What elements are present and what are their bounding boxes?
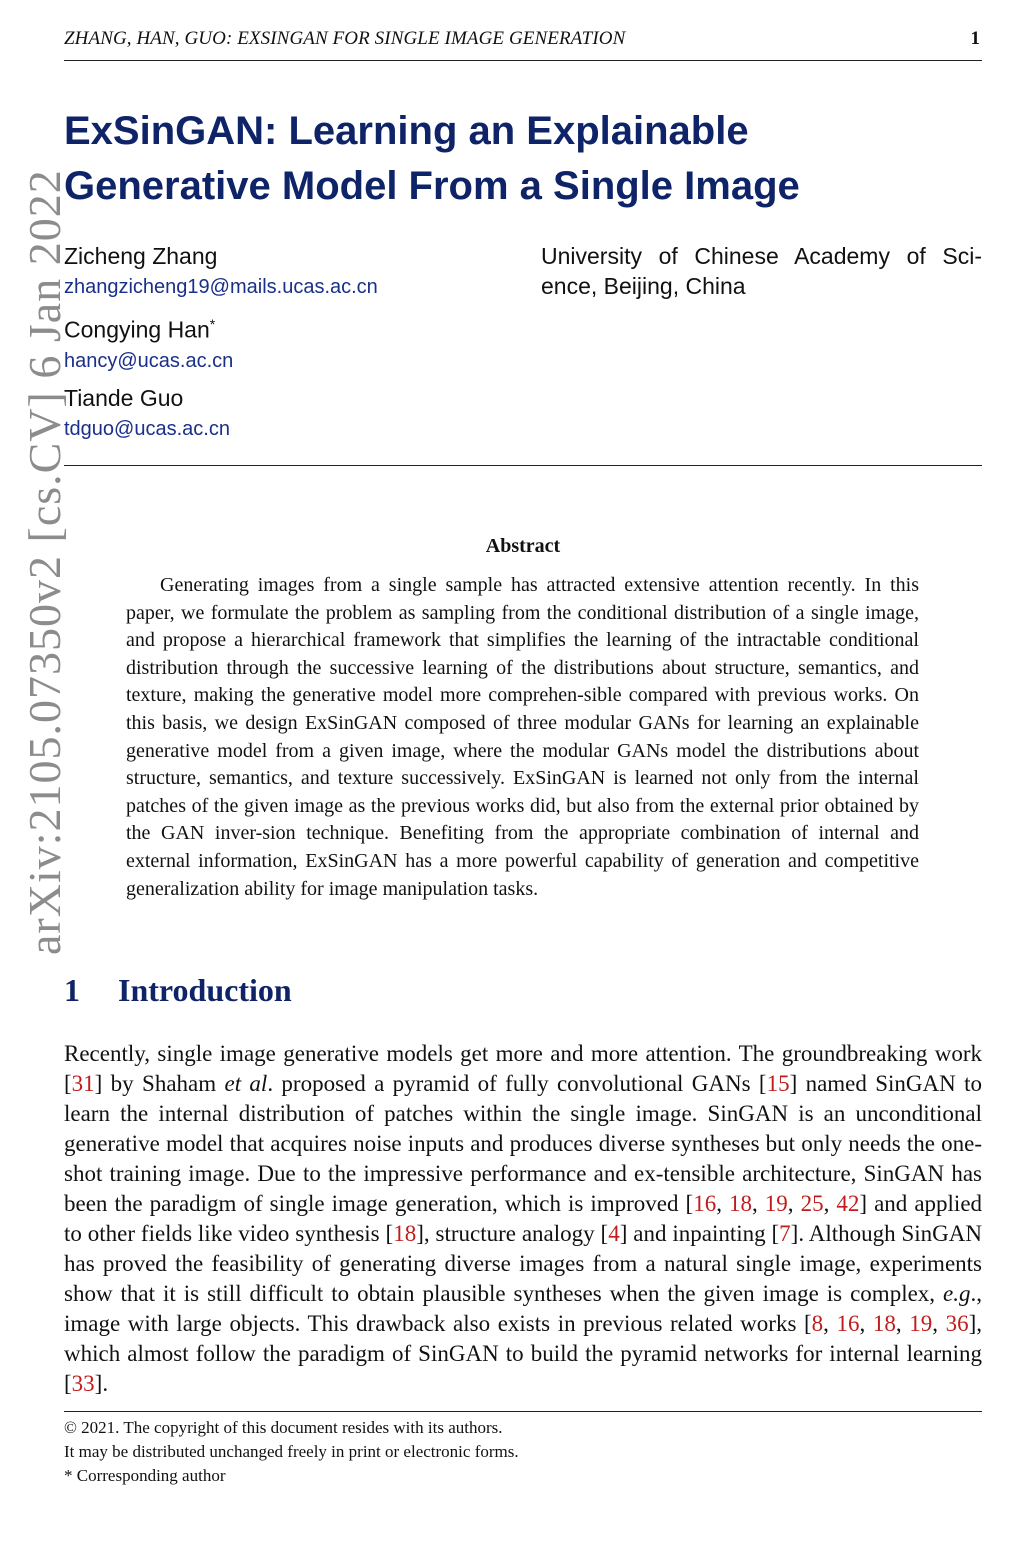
citation-link[interactable]: 33 <box>71 1371 95 1396</box>
section-heading <box>64 972 292 1009</box>
corresponding-author-note: * Corresponding author <box>64 1466 226 1485</box>
corresponding-marker: * <box>209 316 216 332</box>
author-email-link[interactable]: hancy@ucas.ac.cn <box>64 349 234 372</box>
citation-link[interactable]: 19 <box>909 1311 933 1336</box>
citation-link[interactable]: 31 <box>71 1071 95 1096</box>
affiliation: University of Chinese Academy of Sci-ence, Beijing, China <box>541 243 982 299</box>
author-name: Congying Han* <box>64 316 216 343</box>
running-title: ZHANG, HAN, GUO: EXSINGAN FOR SINGLE IMAGE GENERATION <box>64 28 626 49</box>
citation-link[interactable]: 16 <box>693 1191 717 1216</box>
author-email-link[interactable]: zhangzicheng19@mails.ucas.ac.cn <box>64 276 378 298</box>
citation-link[interactable]: 18 <box>872 1311 896 1336</box>
title-divider <box>64 465 982 466</box>
citation-link[interactable]: 19 <box>764 1191 788 1216</box>
distribution-note: It may be distributed unchanged freely in print or electronic forms. <box>64 1442 519 1461</box>
citation-link[interactable]: 7 <box>779 1221 791 1246</box>
footnotes <box>64 1416 982 1488</box>
abstract-text: Generating images from a single sample has attracted extensive attention recently. In this paper, we formulate the problem as sampling from the conditional distribution of a single image, and propose a hierarchical framework that simplifies the learning of the intractable conditional distribution through the successive learning of the distributions about structure, semantics, and texture, making the generative model more comprehen-sible compared with previous works. On this basis, we design ExSinGAN composed of three modular GANs for learning an explainable generative model from a given image, where the modular GANs model the distributions about structure, semantics, and texture successively. ExSinGAN is learned not only from the internal patches of the given image as the previous works did, but also from the external prior obtained by the GAN inver-sion technique. Benefiting from the appropriate combination of internal and external information, ExSinGAN has a more powerful capability of generation and competitive generalization ability for image manipulation tasks. <box>126 574 919 900</box>
footnote-divider <box>64 1411 982 1412</box>
section-number: 1 <box>64 972 80 1008</box>
citation-link[interactable]: 18 <box>393 1221 417 1246</box>
citation-link[interactable]: 42 <box>836 1191 860 1216</box>
running-header <box>64 28 982 61</box>
copyright-note: © 2021. The copyright of this document resides with its authors. <box>64 1418 503 1437</box>
title-line-1: ExSinGAN: Learning an Explainable <box>64 109 749 153</box>
author-list <box>64 241 534 451</box>
citation-link[interactable]: 8 <box>811 1311 824 1336</box>
title-line-2: Generative Model From a Single Image <box>64 164 800 208</box>
arxiv-stamp[interactable]: arXiv:2105.07350v2 [cs.CV] 6 Jan 2022 <box>19 169 70 955</box>
citation-link[interactable]: 4 <box>608 1221 620 1246</box>
abstract-heading: Abstract <box>485 535 561 557</box>
citation-link[interactable]: 15 <box>766 1071 790 1096</box>
citation-link[interactable]: 16 <box>836 1311 860 1336</box>
citation-link[interactable]: 36 <box>945 1311 969 1336</box>
section-title: Introduction <box>118 972 292 1008</box>
author-email-link[interactable]: tdguo@ucas.ac.cn <box>64 417 230 440</box>
citation-link[interactable]: 25 <box>800 1191 824 1216</box>
author-name: Zicheng Zhang <box>64 243 218 269</box>
author-name: Tiande Guo <box>64 384 184 411</box>
paper-title <box>64 104 964 214</box>
citation-link[interactable]: 18 <box>729 1191 752 1216</box>
page-number: 1 <box>970 28 980 49</box>
intro-paragraph: Recently, single image generative models get more and more attention. The groundbreaking work [31] by Shaham et al. proposed a pyramid of fully convolutional GANs [15] named SinGAN to learn the internal distribution of patches within the single image. SinGAN is an unconditional generative model that acquires noise inputs and produces diverse syntheses but only needs the one-shot training image. Due to the impressive performance and ex-tensible architecture, SinGAN has been the paradigm of single image generation, which is improved [16, 18, 19, 25, 42] and applied to other fields like video synthesis [18], structure analogy [4] and inpainting [7]. Although SinGAN has proved the feasibility of generating diverse images from a natural single image, experiments show that it is still difficult to obtain plausible syntheses when the given image is complex, e.g., image with large objects. This drawback also exists in previous related works [8, 16, 18, 19, 36], which almost follow the paradigm of SinGAN to build the pyramid networks for internal learning [33]. <box>64 1041 983 1396</box>
